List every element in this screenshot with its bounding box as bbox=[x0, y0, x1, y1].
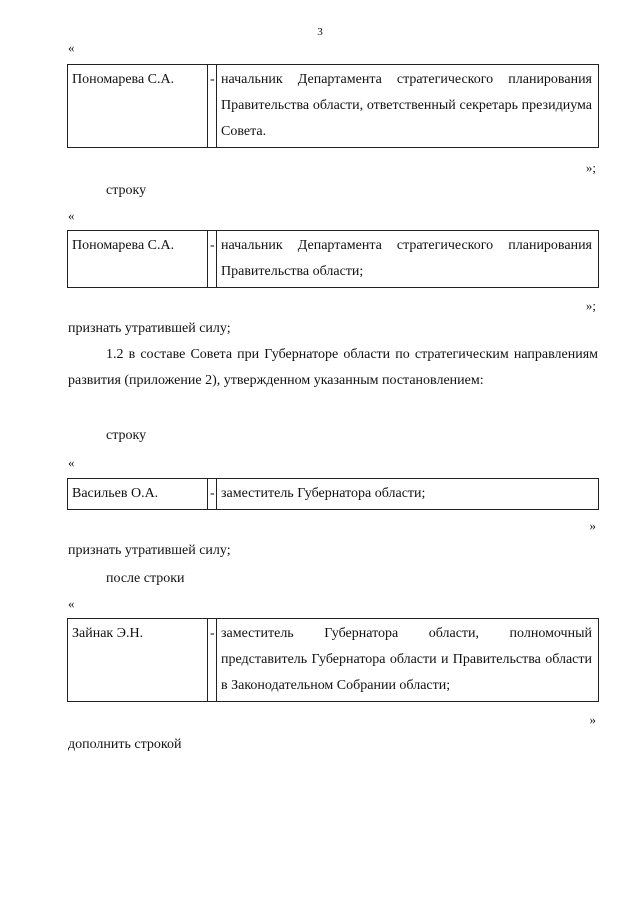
roster-table-1 bbox=[67, 64, 599, 148]
text-invalid: признать утратившей силу; bbox=[68, 543, 231, 558]
table-row bbox=[68, 619, 599, 702]
person-role: начальник Департамента стратегического планирования Правительства области; bbox=[217, 231, 599, 288]
close-quote: »; bbox=[585, 298, 596, 313]
person-name: Пономарева С.А. bbox=[68, 65, 208, 148]
roster-table-4 bbox=[67, 618, 599, 702]
item-1-2-paragraph: 1.2 в составе Совета при Губернаторе области по стратегическим направлениям развития (приложение 2), утвержденном указанным постановлением: bbox=[68, 347, 598, 388]
table-row bbox=[68, 479, 599, 510]
text-invalid: признать утратившей силу; bbox=[68, 321, 231, 336]
table-row bbox=[68, 65, 599, 148]
text-stroku: строку bbox=[106, 183, 147, 198]
open-quote: « bbox=[68, 455, 75, 470]
page-number: 3 bbox=[317, 26, 323, 38]
open-quote: « bbox=[68, 596, 75, 611]
close-quote: » bbox=[589, 518, 596, 533]
dash-cell: - bbox=[208, 479, 217, 510]
text-stroku: строку bbox=[106, 428, 147, 443]
dash-cell: - bbox=[208, 65, 217, 148]
text-after-line: после строки bbox=[106, 571, 185, 586]
person-role: заместитель Губернатора области, полномочный представитель Губернатора области и Правительства области в Законодательном Собрании области; bbox=[217, 619, 599, 702]
dash-cell: - bbox=[208, 231, 217, 288]
roster-table-3 bbox=[67, 478, 599, 510]
person-role: заместитель Губернатора области; bbox=[217, 479, 599, 510]
table-row bbox=[68, 231, 599, 288]
close-quote: »; bbox=[585, 160, 596, 175]
person-name: Зайнак Э.Н. bbox=[68, 619, 208, 702]
close-quote: » bbox=[589, 712, 596, 727]
person-name: Пономарева С.А. bbox=[68, 231, 208, 288]
person-role: начальник Департамента стратегического планирования Правительства области, ответственный секретарь президиума Совета. bbox=[217, 65, 599, 148]
dash-cell: - bbox=[208, 619, 217, 702]
open-quote: « bbox=[68, 40, 75, 55]
open-quote: « bbox=[68, 208, 75, 223]
text-supplement: дополнить строкой bbox=[68, 737, 182, 752]
roster-table-2 bbox=[67, 230, 599, 288]
person-name: Васильев О.А. bbox=[68, 479, 208, 510]
